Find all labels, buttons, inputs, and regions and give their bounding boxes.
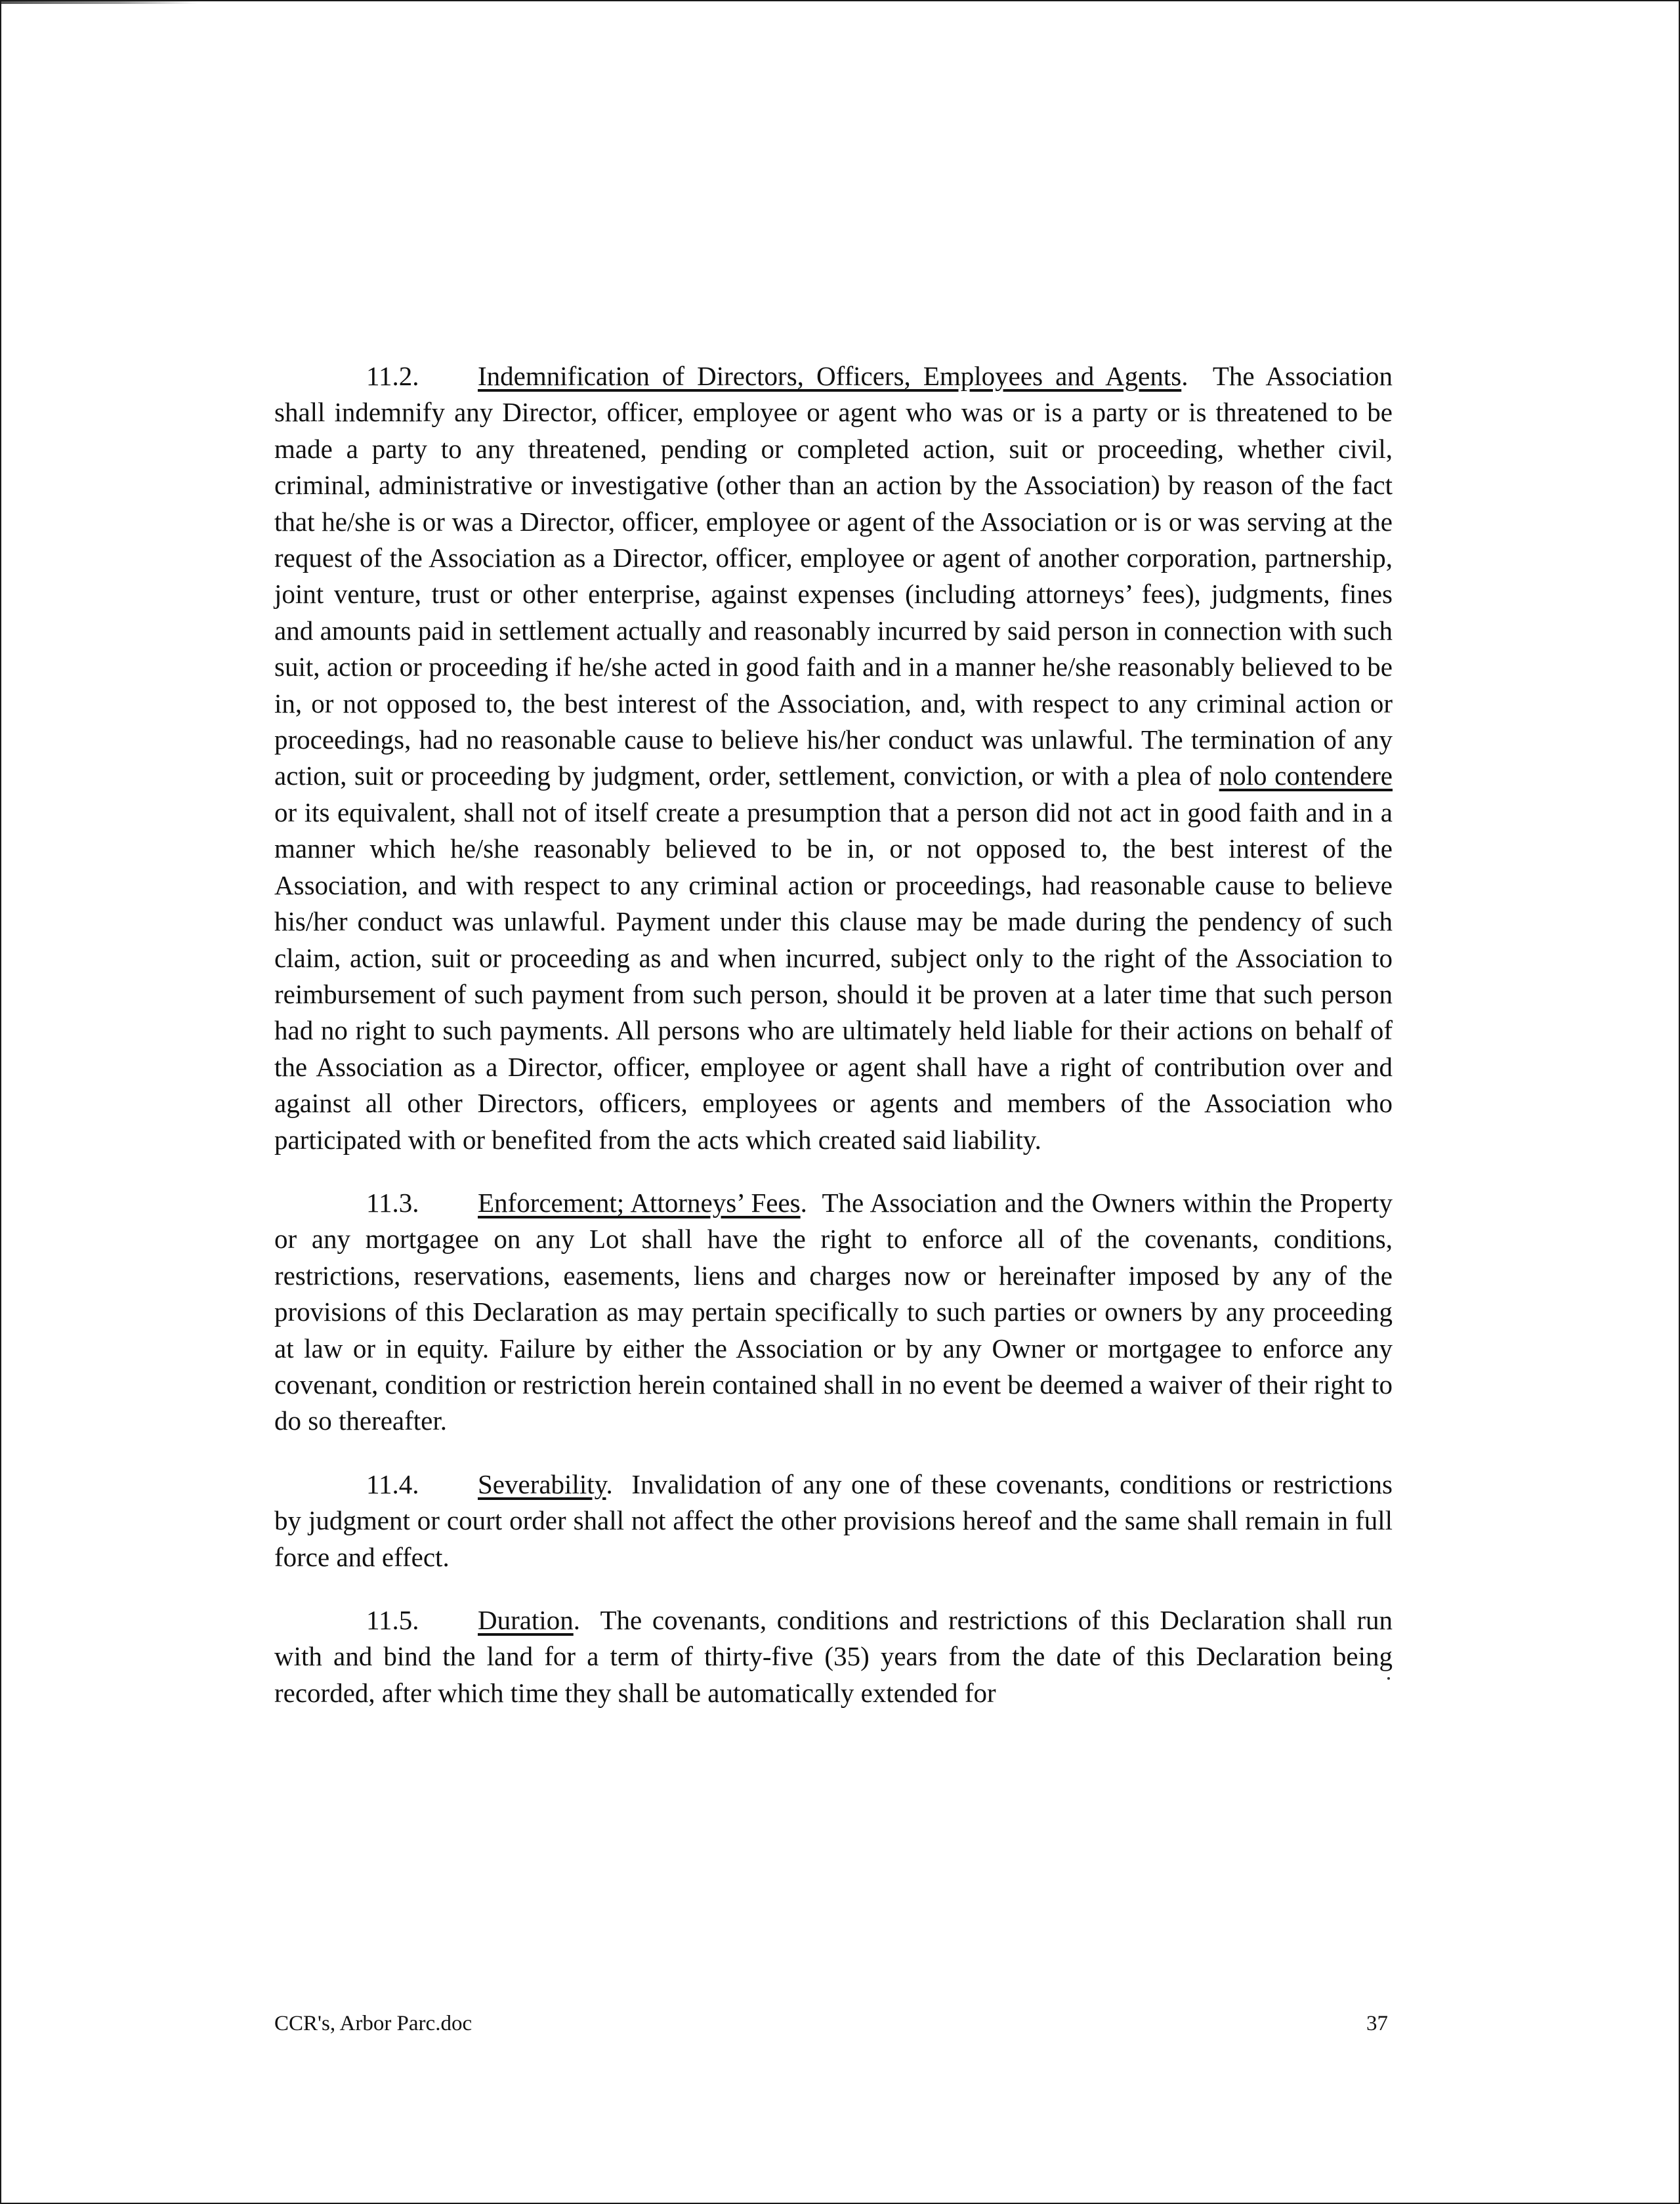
section-text: The covenants, conditions and restrictions of this Declaration shall run with and bind the land for a term of thirty-five (35) years from the date of this Declaration being recorded, after which time they shall be automatically extended for [274, 1605, 1393, 1708]
section-heading: Severability [478, 1468, 606, 1499]
section-text: Invalidation of any one of these covenants, conditions or restrictions by judgment or court order shall not affect the other provisions hereof and the same shall remain in full force and effect. [274, 1468, 1393, 1572]
scan-speck [1387, 1677, 1390, 1680]
section-number: 11.5. [366, 1605, 419, 1635]
section-heading: Duration [478, 1605, 574, 1635]
section-11-2 [274, 358, 1393, 1158]
heading-period: . [606, 1468, 613, 1499]
section-11-4 [274, 1466, 1393, 1575]
section-text: The Association and the Owners within the Property or any mortgagee on any Lot shall have the right to enforce all of the covenants, conditions, restrictions, reservations, easements, liens and charges now or hereinafter imposed by any of the provisions of this Declaration as may pertain specifically to such parties or owners by any proceeding at law or in equity. Failure by either the Association or by any Owner or mortgagee to enforce any covenant, condition or restriction herein contained shall in no event be deemed a waiver of their right to do so thereafter. [274, 1187, 1393, 1436]
footer-filename: CCR's, Arbor Parc.doc [274, 2012, 472, 2035]
section-11-3 [274, 1185, 1393, 1440]
scan-edge-mark [1, 1, 198, 4]
heading-period: . [1181, 361, 1188, 391]
section-heading: Enforcement; Attorneys’ Fees [478, 1187, 801, 1218]
footer-page-number: 37 [1366, 2012, 1388, 2035]
section-text-continued: or its equivalent, shall not of itself create a presumption that a person did not act in good faith and in a manner which he/she reasonably believed to be in, or not opposed to, the best interest of the Association, and with respect to any criminal action or proceedings, had reasonable cause to believe his/her conduct was unlawful. Payment under this clause may be made during the pendency of such claim, action, suit or proceeding as and when incurred, subject only to the right of the Association to reimbursement of such payment from such person, should it be proven at a later time that such person had no right to such payments. All persons who are ultimately held liable for their actions on behalf of the Association as a Director, officer, employee or agent shall have a right of contribution over and against all other Directors, officers, employees or agents and members of the Association who participated with or benefited from the acts which created said liability. [274, 797, 1393, 1155]
section-heading: Indemnification of Directors, Officers, Employees and Agents [478, 361, 1182, 391]
heading-period: . [800, 1187, 807, 1218]
section-number: 11.3. [366, 1187, 419, 1218]
document-body [274, 358, 1393, 1738]
section-11-5 [274, 1602, 1393, 1711]
section-number: 11.4. [366, 1468, 419, 1499]
heading-period: . [573, 1605, 580, 1635]
section-text: The Association shall indemnify any Director, officer, employee or agent who was or is a party or is threatened to be made a party to any threatened, pending or completed action, suit or proceeding, whether civil, criminal, administrative or investigative (other than an action by the Association) by reason of the fact that he/she is or was a Director, officer, employee or agent of the Association or is or was serving at the request of the Association as a Director, officer, employee or agent of another corporation, partnership, joint venture, trust or other enterprise, against expenses (including attorneys’ fees), judgments, fines and amounts paid in settlement actually and reasonably incurred by said person in connection with such suit, action or proceeding if he/she acted in good faith and in a manner he/she reasonably believed to be in, or not opposed to, the best interest of the Association, and, with respect to any criminal action or proceedings, had no reasonable cause to believe his/her conduct was unlawful. The termination of any action, suit or proceeding by judgment, order, settlement, conviction, or with a plea of [274, 361, 1393, 791]
section-number: 11.2. [366, 361, 419, 391]
underlined-term: nolo contendere [1219, 760, 1393, 791]
